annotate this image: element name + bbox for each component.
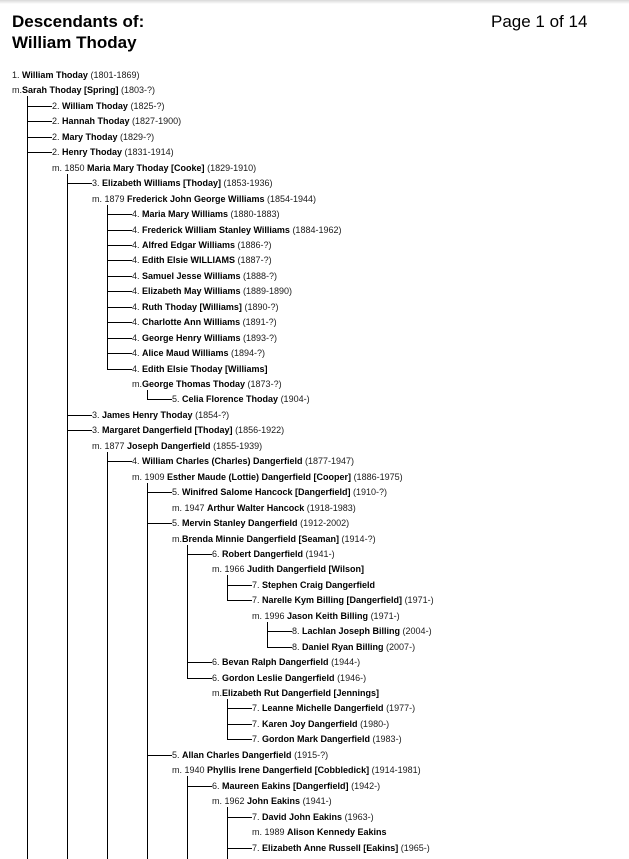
generation-number: 5. <box>172 518 183 529</box>
life-dates: (2007-) <box>386 641 416 652</box>
person-entry <box>252 733 402 745</box>
person-name: Robert Dangerfield <box>222 548 304 559</box>
person-name: Lachlan Joseph Billing <box>302 626 401 637</box>
generation-number: 4. <box>132 348 143 359</box>
person-entry <box>252 842 430 854</box>
tree-connector-horizontal <box>227 600 252 601</box>
person-name: Esther Maude (Lottie) Dangerfield [Cooper] <box>167 471 352 482</box>
person-name: Celia Florence Thoday <box>182 394 279 405</box>
generation-number: 1. <box>12 70 23 80</box>
tree-connector-vertical <box>227 575 228 600</box>
life-dates: (1965-) <box>400 842 430 853</box>
tree-connector-horizontal <box>107 230 132 231</box>
tree-connector-horizontal <box>147 523 172 524</box>
person-name: Leanne Michelle Dangerfield <box>262 703 384 714</box>
tree-connector-horizontal <box>187 678 212 679</box>
generation-number: 2. <box>52 100 63 111</box>
person-name: Gordon Mark Dangerfield <box>262 734 371 745</box>
person-entry <box>252 811 374 823</box>
person-name: Phyllis Irene Dangerfield [Cobbledick] <box>207 765 370 776</box>
person-entry <box>132 208 280 220</box>
person-name: Arthur Walter Hancock <box>207 502 305 513</box>
marriage-prefix: m. 1877 <box>92 440 128 451</box>
life-dates: (1971-) <box>404 595 434 606</box>
person-entry <box>132 239 272 251</box>
life-dates: (1980-) <box>360 718 390 729</box>
life-dates: (1890-?) <box>244 301 279 312</box>
marriage-prefix: m. <box>172 533 182 544</box>
life-dates: (1942-) <box>351 780 381 791</box>
person-name: Elizabeth Williams [Thoday] <box>102 178 221 189</box>
marriage-prefix: m. 1996 <box>252 610 288 621</box>
person-entry <box>132 254 272 266</box>
marriage-prefix: m. <box>212 688 222 698</box>
person-name: Brenda Minnie Dangerfield [Seaman] <box>182 533 340 544</box>
tree-connector-horizontal <box>27 152 52 153</box>
life-dates: (1891-?) <box>242 317 277 328</box>
generation-number: 2. <box>52 131 63 142</box>
person-entry <box>52 131 154 143</box>
life-dates: (1963-) <box>344 811 374 822</box>
person-name: Joseph Dangerfield <box>127 440 211 451</box>
person-name: Ruth Thoday [Williams] <box>142 301 242 312</box>
generation-number: 4. <box>132 270 143 281</box>
generation-number: 7. <box>252 811 263 822</box>
person-entry <box>132 270 277 282</box>
generation-number: 3. <box>92 178 103 189</box>
person-name: Maria Mary Thoday [Cooke] <box>87 162 205 173</box>
generation-number: 2. <box>52 147 63 158</box>
person-name: Alice Maud Williams <box>142 348 229 359</box>
life-dates: (1912-2002) <box>300 518 350 529</box>
life-dates: (1855-1939) <box>213 440 263 451</box>
person-name: Gordon Leslie Dangerfield <box>222 672 335 683</box>
person-name: Alfred Edgar Williams <box>142 239 235 250</box>
spouse-entry <box>212 687 379 699</box>
person-name: Jason Keith Billing <box>287 610 369 621</box>
person-entry <box>132 316 277 328</box>
life-dates: (1977-) <box>386 703 416 714</box>
spouse-entry <box>252 610 400 622</box>
person-entry <box>172 393 310 405</box>
person-name: Maria Mary Williams <box>142 209 228 220</box>
person-name: Alison Kennedy Eakins <box>287 827 387 838</box>
generation-number: 3. <box>92 425 103 436</box>
report-title-line1: Descendants of: <box>12 12 145 31</box>
spouse-entry <box>92 440 262 452</box>
person-name: Margaret Dangerfield [Thoday] <box>102 425 233 436</box>
marriage-prefix: m. 1989 <box>252 827 288 838</box>
person-entry <box>132 347 265 359</box>
life-dates: (1904-) <box>280 394 310 405</box>
life-dates: (1946-) <box>337 672 367 683</box>
tree-connector-vertical <box>147 483 148 859</box>
life-dates: (1829-1910) <box>207 162 257 173</box>
tree-connector-horizontal <box>227 585 252 586</box>
person-entry <box>212 548 335 560</box>
tree-connector-horizontal <box>107 338 132 339</box>
person-name: James Henry Thoday <box>102 409 193 420</box>
person-entry <box>172 517 349 529</box>
person-entry <box>132 363 267 375</box>
generation-number: 6. <box>212 780 223 791</box>
marriage-prefix: m. 1850 <box>52 162 88 173</box>
marriage-prefix: m. 1947 <box>172 502 208 513</box>
spouse-entry <box>212 795 332 807</box>
person-name: Frederick John George Williams <box>127 193 265 204</box>
tree-connector-vertical <box>227 807 228 859</box>
life-dates: (1887-?) <box>237 255 272 266</box>
tree-connector-horizontal <box>147 492 172 493</box>
life-dates: (1918-1983) <box>306 502 356 513</box>
tree-connector-horizontal <box>67 430 92 431</box>
person-name: Mary Thoday <box>62 131 118 142</box>
generation-number: 4. <box>132 317 143 328</box>
person-name: Mervin Stanley Dangerfield <box>182 518 298 529</box>
generation-number: 7. <box>252 734 263 745</box>
tree-connector-horizontal <box>107 260 132 261</box>
person-name: Charlotte Ann Williams <box>142 317 241 328</box>
marriage-prefix: m. <box>132 379 142 389</box>
tree-connector-horizontal <box>107 461 132 462</box>
tree-connector-horizontal <box>227 708 252 709</box>
tree-connector-horizontal <box>107 291 132 292</box>
generation-number: 4. <box>132 363 143 374</box>
generation-number: 4. <box>132 456 143 467</box>
tree-connector-horizontal <box>187 554 212 555</box>
person-entry <box>252 594 434 606</box>
tree-connector-horizontal <box>187 786 212 787</box>
life-dates: (1856-1922) <box>235 425 285 436</box>
life-dates: (1831-1914) <box>124 147 174 158</box>
generation-number: 5. <box>172 749 183 760</box>
person-entry <box>132 332 277 344</box>
person-name: William Thoday <box>62 100 128 111</box>
marriage-prefix: m. 1909 <box>132 471 168 482</box>
life-dates: (1880-1883) <box>230 209 280 220</box>
person-name: Elizabeth Rut Dangerfield [Jennings] <box>222 688 380 698</box>
person-name: George Henry Williams <box>142 332 241 343</box>
person-name: Frederick William Stanley Williams <box>142 224 290 235</box>
person-name: Elizabeth Anne Russell [Eakins] <box>262 842 399 853</box>
tree-connector-vertical <box>147 390 148 399</box>
generation-number: 4. <box>132 209 143 220</box>
tree-connector-vertical <box>187 776 188 859</box>
person-entry <box>92 177 273 189</box>
person-entry <box>252 718 389 730</box>
life-dates: (1914-?) <box>341 533 376 544</box>
tree-connector-vertical <box>107 452 108 859</box>
person-name: William Charles (Charles) Dangerfield <box>142 456 303 467</box>
person-name: Narelle Kym Billing [Dangerfield] <box>262 595 403 606</box>
person-name: Judith Dangerfield [Wilson] <box>247 564 364 575</box>
life-dates: (1827-1900) <box>132 116 182 127</box>
generation-number: 5. <box>172 487 183 498</box>
person-entry <box>172 749 328 761</box>
person-name: Sarah Thoday [Spring] <box>22 85 119 96</box>
life-dates: (1915-?) <box>294 749 329 760</box>
person-entry <box>172 486 387 498</box>
person-entry <box>252 579 375 591</box>
report-title-person: William Thoday <box>12 33 137 52</box>
person-name: Bevan Ralph Dangerfield <box>222 657 329 668</box>
life-dates: (1886-?) <box>237 239 272 250</box>
tree-connector-horizontal <box>187 662 212 663</box>
spouse-entry <box>52 162 256 174</box>
person-name: George Thomas Thoday <box>142 379 246 389</box>
life-dates: (1801-1869) <box>90 70 140 80</box>
generation-number: 7. <box>252 579 263 590</box>
person-name: Winifred Salome Hancock [Dangerfield] <box>182 487 351 498</box>
spouse-entry <box>172 502 356 514</box>
tree-connector-horizontal <box>227 739 252 740</box>
tree-connector-vertical <box>27 96 28 859</box>
life-dates: (1914-1981) <box>371 765 421 776</box>
tree-connector-horizontal <box>107 276 132 277</box>
life-dates: (1854-?) <box>195 409 230 420</box>
person-entry <box>212 780 380 792</box>
life-dates: (2004-) <box>402 626 432 637</box>
tree-connector-horizontal <box>267 647 292 648</box>
tree-connector-horizontal <box>267 631 292 632</box>
life-dates: (1825-?) <box>130 100 165 111</box>
person-entry <box>292 641 415 653</box>
generation-number: 8. <box>292 626 303 637</box>
life-dates: (1941-) <box>305 548 335 559</box>
person-entry <box>12 69 140 81</box>
generation-number: 4. <box>132 332 143 343</box>
tree-connector-horizontal <box>227 848 252 849</box>
generation-number: 7. <box>252 595 263 606</box>
tree-connector-vertical <box>67 174 68 859</box>
person-entry <box>92 424 284 436</box>
tree-connector-horizontal <box>107 214 132 215</box>
tree-connector-horizontal <box>147 399 172 400</box>
tree-connector-horizontal <box>67 183 92 184</box>
spouse-entry <box>132 378 282 390</box>
generation-number: 2. <box>52 116 63 127</box>
generation-number: 3. <box>92 409 103 420</box>
person-name: Elizabeth May Williams <box>142 286 241 297</box>
life-dates: (1853-1936) <box>223 178 273 189</box>
life-dates: (1884-1962) <box>292 224 342 235</box>
person-name: Henry Thoday <box>62 147 123 158</box>
generation-number: 6. <box>212 672 223 683</box>
person-name: David John Eakins <box>262 811 343 822</box>
life-dates: (1910-?) <box>352 487 388 498</box>
tree-connector-horizontal <box>107 307 132 308</box>
person-name: Allan Charles Dangerfield <box>182 749 292 760</box>
tree-connector-horizontal <box>147 755 172 756</box>
person-name: Edith Elsie Thoday [Williams] <box>142 363 268 374</box>
generation-number: 5. <box>172 394 183 405</box>
person-entry <box>212 672 366 684</box>
person-name: John Eakins <box>247 796 301 807</box>
life-dates: (1829-?) <box>120 131 155 142</box>
tree-connector-horizontal <box>107 369 132 370</box>
person-entry <box>52 146 174 158</box>
tree-connector-horizontal <box>27 137 52 138</box>
spouse-entry <box>172 764 421 776</box>
life-dates: (1893-?) <box>242 332 278 343</box>
spouse-entry <box>212 563 364 575</box>
generation-number: 7. <box>252 842 263 853</box>
tree-connector-vertical <box>227 699 228 739</box>
person-name: William Thoday <box>22 70 88 80</box>
life-dates: (1873-?) <box>247 379 282 389</box>
person-entry <box>252 702 415 714</box>
life-dates: (1894-?) <box>230 348 266 359</box>
generation-number: 4. <box>132 224 143 235</box>
person-name: Samuel Jesse Williams <box>142 270 241 281</box>
person-name: Edith Elsie WILLIAMS <box>142 255 236 266</box>
person-name: Daniel Ryan Billing <box>302 641 384 652</box>
generation-number: 4. <box>132 239 143 250</box>
spouse-entry <box>132 471 403 483</box>
spouse-entry <box>12 84 155 96</box>
person-entry <box>292 625 432 637</box>
spouse-entry <box>172 533 376 545</box>
tree-connector-horizontal <box>107 353 132 354</box>
tree-connector-horizontal <box>227 817 252 818</box>
marriage-prefix: m. <box>12 85 22 96</box>
generation-number: 7. <box>252 718 263 729</box>
marriage-prefix: m. 1940 <box>172 765 208 776</box>
spouse-entry <box>252 826 387 838</box>
person-name: Stephen Craig Dangerfield <box>262 579 376 590</box>
life-dates: (1886-1975) <box>353 471 403 482</box>
life-dates: (1854-1944) <box>267 193 317 204</box>
generation-number: 4. <box>132 286 143 297</box>
life-dates: (1888-?) <box>243 270 278 281</box>
person-entry <box>212 656 360 668</box>
marriage-prefix: m. 1966 <box>212 564 248 575</box>
person-entry <box>92 409 229 421</box>
tree-connector-horizontal <box>227 724 252 725</box>
life-dates: (1941-) <box>302 796 332 807</box>
generation-number: 6. <box>212 657 223 668</box>
generation-number: 4. <box>132 255 143 266</box>
tree-connector-vertical <box>187 545 188 678</box>
generation-number: 8. <box>292 641 303 652</box>
person-name: Karen Joy Dangerfield <box>262 718 358 729</box>
spouse-entry <box>92 193 316 205</box>
life-dates: (1877-1947) <box>305 456 355 467</box>
person-name: Maureen Eakins [Dangerfield] <box>222 780 349 791</box>
tree-connector-horizontal <box>67 415 92 416</box>
marriage-prefix: m. 1962 <box>212 796 248 807</box>
person-entry <box>132 285 292 297</box>
person-entry <box>52 115 181 127</box>
marriage-prefix: m. 1879 <box>92 193 128 204</box>
person-entry <box>132 301 278 313</box>
life-dates: (1983-) <box>372 734 402 745</box>
person-entry <box>132 455 354 467</box>
tree-connector-horizontal <box>107 245 132 246</box>
person-entry <box>132 224 341 236</box>
life-dates: (1889-1890) <box>242 286 293 297</box>
page-number: Page 1 of 14 <box>491 12 588 31</box>
life-dates: (1803-?) <box>121 85 156 96</box>
tree-connector-horizontal <box>27 106 52 107</box>
life-dates: (1971-) <box>370 610 400 621</box>
tree-connector-horizontal <box>27 121 52 122</box>
tree-connector-horizontal <box>107 322 132 323</box>
person-entry <box>52 100 165 112</box>
generation-number: 4. <box>132 301 143 312</box>
generation-number: 6. <box>212 548 223 559</box>
life-dates: (1944-) <box>331 657 361 668</box>
tree-connector-vertical <box>267 622 268 647</box>
person-name: Hannah Thoday <box>62 116 130 127</box>
generation-number: 7. <box>252 703 263 714</box>
